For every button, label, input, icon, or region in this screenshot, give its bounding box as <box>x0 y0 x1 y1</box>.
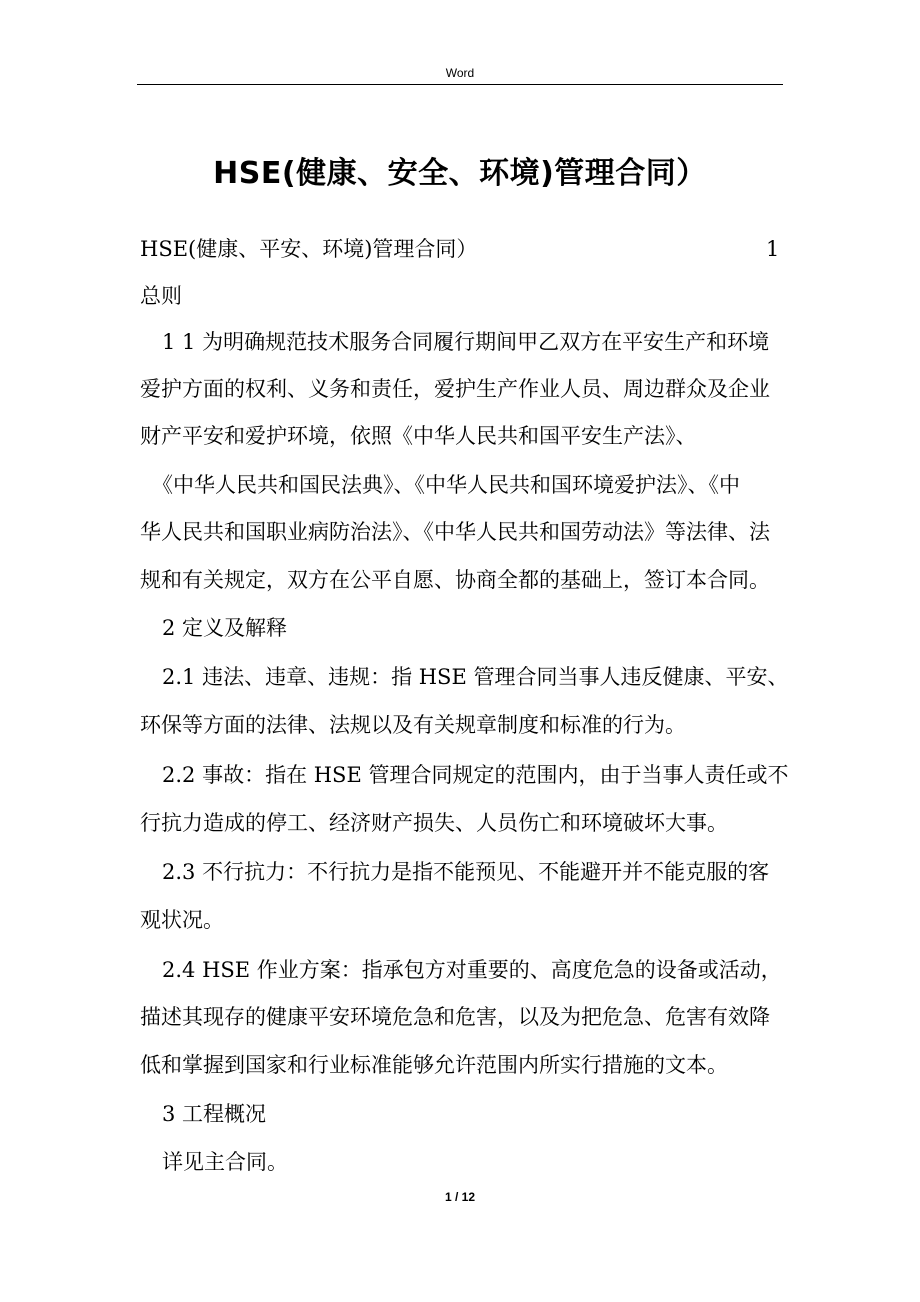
paragraph-1-1-line: 规和有关规定，双方在公平自愿、协商全都的基础上，签订本合同。 <box>140 568 770 592</box>
paragraph-2-3-line: 观状况。 <box>140 908 224 932</box>
section-heading-definitions: 2 定义及解释 <box>162 616 288 640</box>
paragraph-1-1-line: 华人民共和国职业病防治法》、《中华人民共和国劳动法》等法律、法 <box>140 520 770 544</box>
toc-page-number: 1 <box>766 237 780 261</box>
header-rule <box>137 84 783 85</box>
paragraph-2-2-line: 行抗力造成的停工、经济财产损失、人员伤亡和环境破坏大事。 <box>140 811 728 835</box>
document-title: HSE(健康、安全、环境)管理合同） <box>213 156 707 191</box>
paragraph-2-4-line: 描述其现存的健康平安环境危急和危害，以及为把危急、危害有效降 <box>140 1005 770 1029</box>
paragraph-2-4-line: 低和掌握到国家和行业标准能够允许范围内所实行措施的文本。 <box>140 1053 728 1077</box>
paragraph-2-4-line: 2.4 HSE 作业方案：指承包方对重要的、高度危急的设备或活动， <box>162 958 782 982</box>
paragraph-2-1-line: 2.1 违法、违章、违规：指 HSE 管理合同当事人违反健康、平安、 <box>162 665 789 689</box>
paragraph-1-1-line: 爱护方面的权利、义务和责任，爱护生产作业人员、周边群众及企业 <box>140 377 770 401</box>
section-heading-project-overview: 3 工程概况 <box>162 1102 267 1126</box>
section-heading-general: 总则 <box>140 284 182 308</box>
paragraph-3: 详见主合同。 <box>162 1150 288 1174</box>
page-header-label: Word <box>445 66 475 80</box>
paragraph-1-1-line: 1 1 为明确规范技术服务合同履行期间甲乙双方在平安生产和环境 <box>162 330 770 354</box>
paragraph-2-3-line: 2.3 不行抗力：不行抗力是指不能预见、不能避开并不能克服的客 <box>162 860 770 884</box>
toc-entry[interactable]: HSE(健康、平安、环境)管理合同） <box>140 237 478 261</box>
paragraph-2-1-line: 环保等方面的法律、法规以及有关规章制度和标准的行为。 <box>140 713 686 737</box>
paragraph-2-2-line: 2.2 事故：指在 HSE 管理合同规定的范围内，由于当事人责任或不 <box>162 763 789 787</box>
paragraph-1-1-line: 《中华人民共和国民法典》、《中华人民共和国环境爱护法》、《中 <box>152 473 740 497</box>
paragraph-1-1-line: 财产平安和爱护环境，依照《中华人民共和国平安生产法》、 <box>140 424 697 448</box>
page-indicator: 1 / 12 <box>444 1190 476 1204</box>
